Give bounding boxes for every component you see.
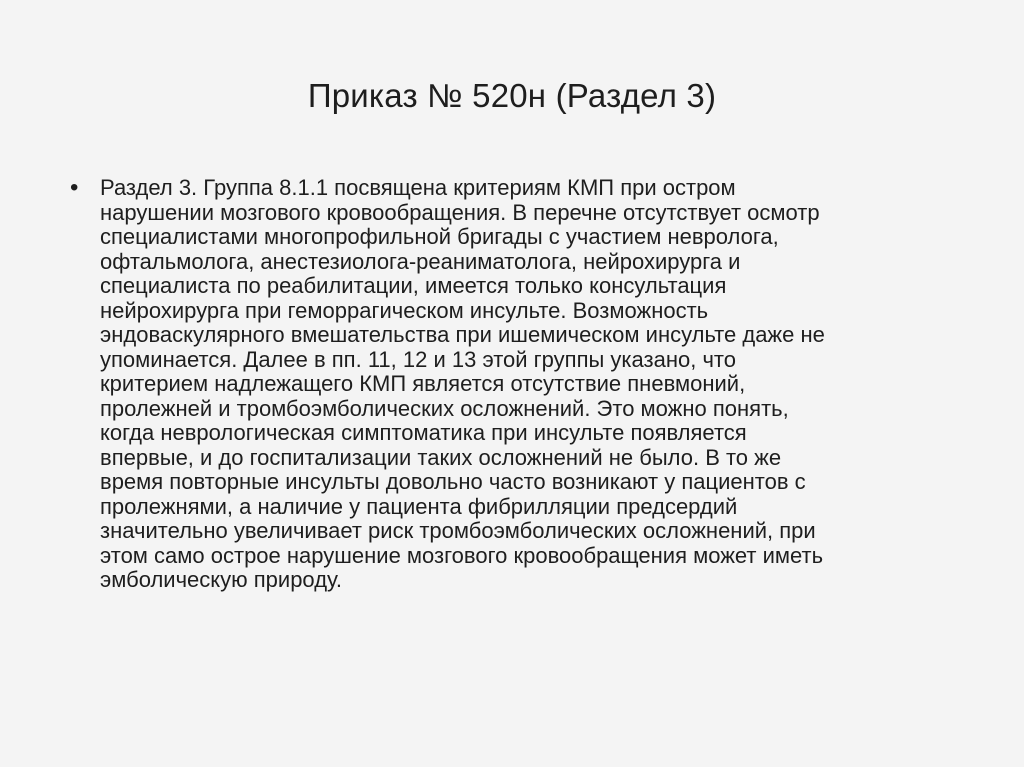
bullet-marker: • bbox=[70, 174, 79, 201]
text-line: когда неврологическая симптоматика при инсульте появляется bbox=[100, 420, 747, 445]
text-line: упоминается. Далее в пп. 11, 12 и 13 этой группы указано, что bbox=[100, 346, 736, 372]
slide-title: Приказ № 520н (Раздел 3) bbox=[307, 77, 717, 114]
text-line: впервые, и до госпитализации таких осложнений не было. В то же bbox=[100, 444, 782, 470]
text-line: время повторные инсульты довольно часто возникают у пациентов с bbox=[100, 469, 806, 494]
bullet-item bbox=[70, 176, 990, 593]
text-line: нейрохирурга при геморрагическом инсульте. Возможность bbox=[100, 297, 709, 323]
text-line: нарушении мозгового кровообращения. В перечне отсутствует осмотр bbox=[100, 199, 820, 225]
text-line: офтальмолога, анестезиолога-реаниматолога, нейрохирурга и bbox=[100, 248, 741, 274]
text-line: специалистами многопрофильной бригады с участием невролога, bbox=[100, 224, 779, 249]
text-line: эмболическую природу. bbox=[100, 567, 342, 592]
text-line: этом само острое нарушение мозгового кровообращения может иметь bbox=[100, 542, 824, 568]
text-line: специалиста по реабилитации, имеется только консультация bbox=[100, 273, 727, 298]
text-line: пролежнями, а наличие у пациента фибрилляции предсердий bbox=[100, 493, 738, 519]
text-line: Раздел 3. Группа 8.1.1 посвящена критериям КМП при остром bbox=[100, 175, 736, 200]
text-line: критерием надлежащего КМП является отсутствие пневмоний, bbox=[100, 371, 746, 396]
bullet-text bbox=[100, 176, 990, 593]
text-line: эндоваскулярного вмешательства при ишемическом инсульте даже не bbox=[100, 322, 825, 347]
text-line: значительно увеличивает риск тромбоэмболических осложнений, при bbox=[100, 518, 816, 543]
text-line: пролежней и тромбоэмболических осложнений. Это можно понять, bbox=[100, 395, 789, 421]
